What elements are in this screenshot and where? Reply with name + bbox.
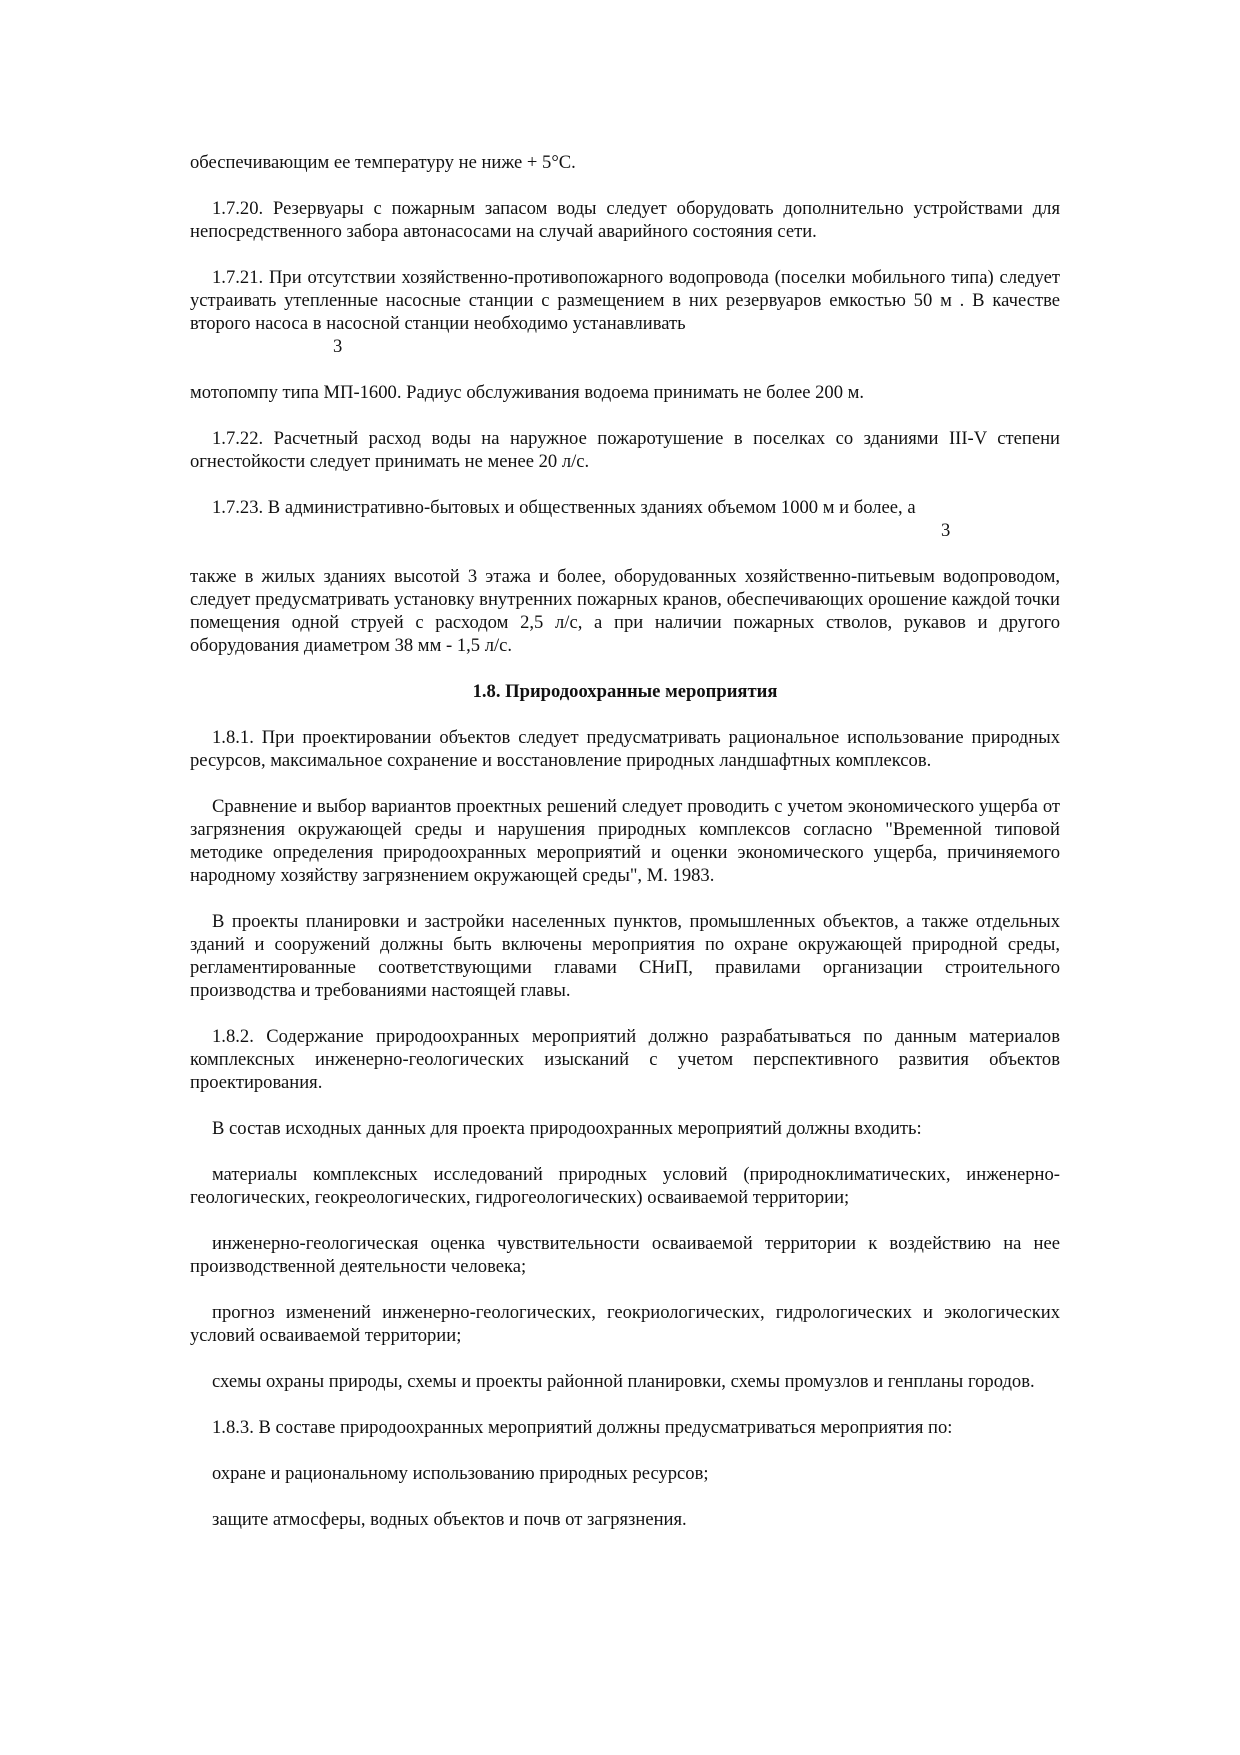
paragraph-planning: В проекты планировки и застройки населенных пунктов, промышленных объектов, а также отдельных зданий и сооружений должны быть включены мероприятия по охране окружающей природной среды, регламентированные соответствующими главами СНиП, правилами организации строительного производства и требованиями настоящей главы.	[190, 911, 1060, 1001]
superscript-cubic-2: 3	[941, 520, 951, 541]
paragraph-1-7-22: 1.7.22. Расчетный расход воды на наружное пожаротушение в поселках со зданиями III-V степени огнестойкости следует принимать не менее 20 л/с.	[190, 428, 1060, 472]
paragraph-heat: обеспечивающим ее температуру не ниже + 5°С.	[190, 152, 576, 173]
superscript-line-1-7-23	[190, 519, 1060, 542]
paragraph-1-8-3: 1.8.3. В составе природоохранных мероприятий должны предусматриваться мероприятия по:	[212, 1417, 953, 1438]
list-item-resources: охране и рациональному использованию природных ресурсов;	[212, 1463, 709, 1484]
list-item-forecast: прогноз изменений инженерно-геологических, геокриологических, гидрологических и экологических условий осваиваемой территории;	[190, 1302, 1060, 1346]
list-item-materials: материалы комплексных исследований природных условий (природноклиматических, инженерно-геологических, геокреологических, гидрогеологических) осваиваемой территории;	[190, 1164, 1060, 1208]
paragraph-1-7-21-cont: мотопомпу типа МП-1600. Радиус обслуживания водоема принимать не более 200 м.	[190, 382, 865, 403]
list-item-protection: защите атмосферы, водных объектов и почв от загрязнения.	[212, 1509, 687, 1530]
superscript-line-1-7-21	[190, 335, 1060, 358]
paragraph-1-7-21: 1.7.21. При отсутствии хозяйственно-противопожарного водопровода (поселки мобильного типа) следует устраивать утепленные насосные станции с размещением в них резервуаров емкостью 50 м . В качестве второго насоса в насосной станции необходимо устанавливать	[190, 267, 1060, 334]
paragraph-input-data: В состав исходных данных для проекта природоохранных мероприятий должны входить:	[212, 1118, 922, 1139]
paragraph-1-7-23-cont: также в жилых зданиях высотой 3 этажа и более, оборудованных хозяйственно-питьевым водопроводом, следует предусматривать установку внутренних пожарных кранов, обеспечивающих орошение каждой точки помещения одной струей с расходом 2,5 л/с, а при наличии пожарных стволов, рукавов и другого оборудования диаметром 38 мм - 1,5 л/с.	[190, 566, 1060, 656]
paragraph-1-7-23: 1.7.23. В административно-бытовых и общественных зданиях объемом 1000 м и более, а	[212, 497, 916, 518]
list-item-schemes: схемы охраны природы, схемы и проекты районной планировки, схемы промузлов и генпланы городов.	[212, 1371, 1035, 1392]
text-column	[190, 151, 1060, 1554]
paragraph-1-8-1: 1.8.1. При проектировании объектов следует предусматривать рациональное использование природных ресурсов, максимальное сохранение и восстановление природных ландшафтных комплексов.	[190, 727, 1060, 771]
superscript-cubic-1: 3	[333, 336, 343, 357]
paragraph-1-7-20: 1.7.20. Резервуары с пожарным запасом воды следует оборудовать дополнительно устройствами для непосредственного забора автонасосами на случай аварийного состояния сети.	[190, 198, 1060, 242]
paragraph-1-8-2: 1.8.2. Содержание природоохранных мероприятий должно разрабатываться по данным материалов комплексных инженерно-геологических изысканий с учетом перспективного развития объектов проектирования.	[190, 1026, 1060, 1093]
list-item-assessment: инженерно-геологическая оценка чувствительности осваиваемой территории к воздействию на нее производственной деятельности человека;	[190, 1233, 1060, 1277]
paragraph-comparison: Сравнение и выбор вариантов проектных решений следует проводить с учетом экономического ущерба от загрязнения окружающей среды и нарушения природных комплексов согласно "Временной типовой методике определения природоохранных мероприятий и оценки экономического ущерба, причиняемого народному хозяйству загрязнением окружающей среды", М. 1983.	[190, 796, 1060, 886]
section-heading: 1.8. Природоохранные мероприятия	[472, 681, 778, 702]
